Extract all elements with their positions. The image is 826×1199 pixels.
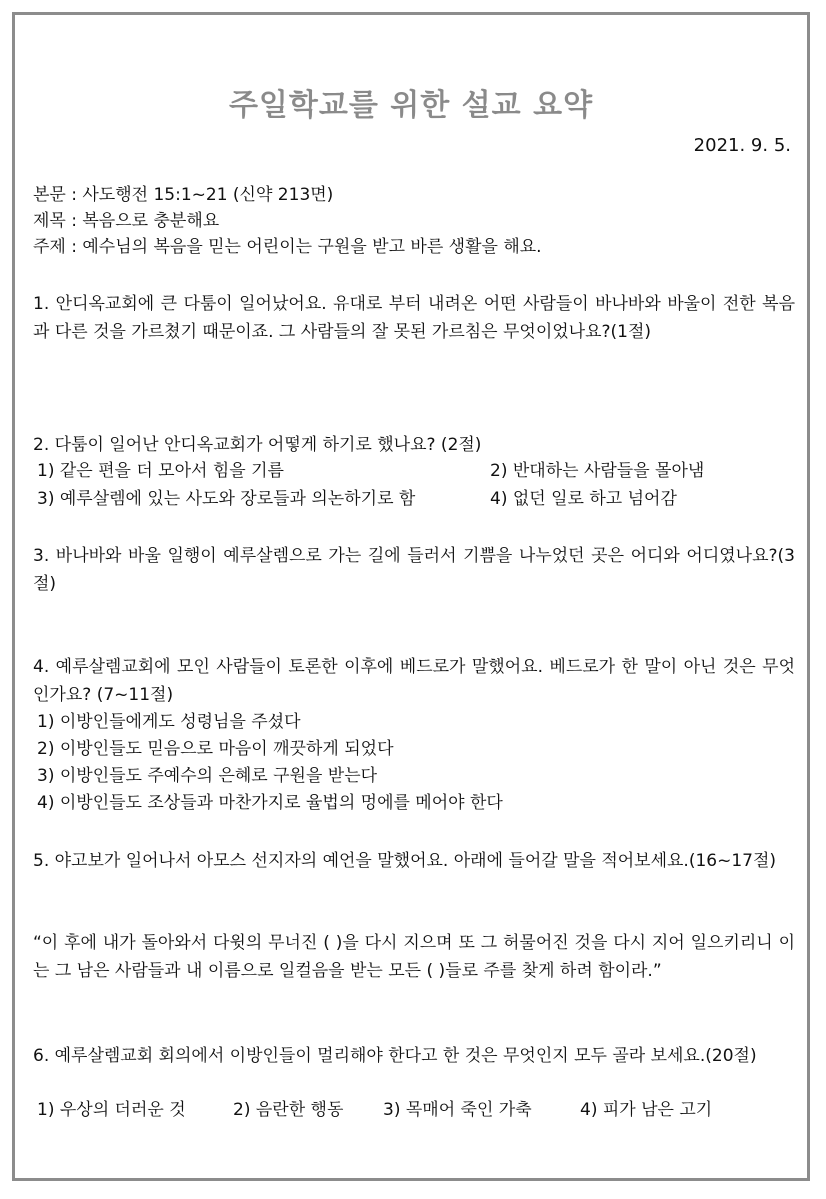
question-5: 5. 야고보가 일어나서 아모스 선지자의 예언을 말했어요. 아래에 들어갈 말을 적어보세요.(16~17절) [33, 851, 777, 871]
question-6-option-1: 1) 우상의 더러운 것 [37, 1100, 186, 1120]
question-2-option-3: 3) 예루살렘에 있는 사도와 장로들과 의논하기로 함 [37, 489, 416, 509]
question-4-option-1: 1) 이방인들에게도 성령님을 주셨다 [37, 712, 301, 732]
question-5-quote: “이 후에 내가 돌아와서 다윗의 무너진 ( )을 다시 지으며 또 그 허물어진 것을 다시 지어 일으키리니 이는 그 남은 사람들과 내 이름으로 일컬음을 받는 모든 ( )들로 주를 찾게 하려 함이라.” [33, 933, 795, 981]
document-title: 주일학교를 위한 설교 요약 [228, 88, 594, 123]
sermon-title-line: 제목 : 복음으로 충분해요 [33, 211, 220, 231]
question-3: 3. 바나바와 바울 일행이 예루살렘으로 가는 길에 들러서 기쁨을 나누었던 곳은 어디와 어디였나요?(3절) [33, 546, 795, 594]
question-4-option-2: 2) 이방인들도 믿음으로 마음이 깨끗하게 되었다 [37, 739, 394, 759]
scripture-line: 본문 : 사도행전 15:1~21 (신약 213면) [33, 185, 334, 205]
question-2-option-4: 4) 없던 일로 하고 넘어감 [490, 489, 677, 509]
question-2: 2. 다툼이 일어난 안디옥교회가 어떻게 하기로 했나요? (2절) [33, 435, 482, 455]
question-4-option-4: 4) 이방인들도 조상들과 마찬가지로 율법의 멍에를 메어야 한다 [37, 793, 503, 813]
question-6-option-3: 3) 목매어 죽인 가축 [383, 1100, 532, 1120]
sermon-date: 2021. 9. 5. [693, 135, 791, 156]
question-4-option-3: 3) 이방인들도 주예수의 은혜로 구원을 받는다 [37, 766, 378, 786]
question-4: 4. 예루살렘교회에 모인 사람들이 토론한 이후에 베드로가 말했어요. 베드로가 한 말이 아닌 것은 무엇인가요? (7~11절) [33, 657, 795, 705]
question-6-option-2: 2) 음란한 행동 [233, 1100, 344, 1120]
question-6-option-4: 4) 피가 남은 고기 [580, 1100, 713, 1120]
question-6: 6. 예루살렘교회 회의에서 이방인들이 멀리해야 한다고 한 것은 무엇인지 모두 골라 보세요.(20절) [33, 1046, 757, 1066]
sermon-theme-line: 주제 : 예수님의 복음을 믿는 어린이는 구원을 받고 바른 생활을 해요. [33, 237, 542, 257]
document-page [12, 12, 810, 1181]
question-2-option-2: 2) 반대하는 사람들을 몰아냄 [490, 461, 705, 481]
question-1: 1. 안디옥교회에 큰 다툼이 일어났어요. 유대로 부터 내려온 어떤 사람들이 바나바와 바울이 전한 복음과 다른 것을 가르쳤기 때문이죠. 그 사람들의 잘 못된 가르침은 무엇이었나요?(1절) [33, 294, 795, 342]
question-2-option-1: 1) 같은 편을 더 모아서 힘을 기름 [37, 461, 284, 481]
